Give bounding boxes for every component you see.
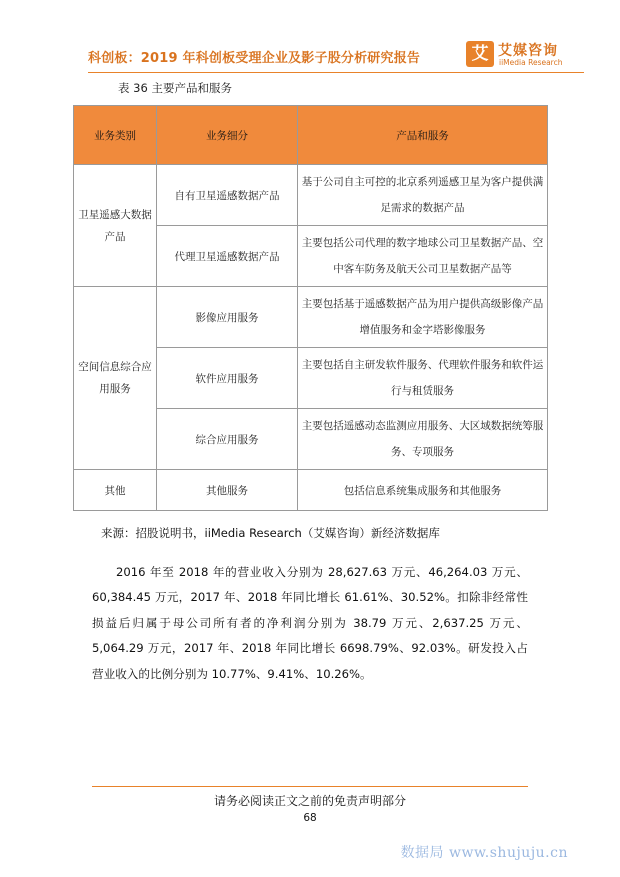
subcategory-cell: 影像应用服务 (157, 287, 298, 348)
subcategory-cell: 其他服务 (157, 470, 298, 511)
description-cell: 包括信息系统集成服务和其他服务 (298, 470, 548, 511)
body-paragraph (92, 560, 528, 687)
table-header-row (74, 106, 548, 165)
header-subcategory: 业务细分 (157, 106, 298, 165)
footer-divider (92, 786, 528, 787)
report-title: 科创板：2019 年科创板受理企业及影子股分析研究报告 (88, 51, 421, 66)
description-cell: 基于公司自主可控的北京系列遥感卫星为客户提供满足需求的数据产品 (298, 165, 548, 226)
subcategory-cell: 软件应用服务 (157, 348, 298, 409)
table-source: 来源：招股说明书，iiMedia Research（艾媒咨询）新经济数据库 (101, 526, 440, 540)
description-cell: 主要包括公司代理的数字地球公司卫星数据产品、空中客车防务及航天公司卫星数据产品等 (298, 226, 548, 287)
header-divider (88, 72, 584, 73)
category-cell: 空间信息综合应用服务 (74, 287, 157, 470)
description-cell: 主要包括遥感动态监测应用服务、大区域数据统筹服务、专项服务 (298, 409, 548, 470)
category-cell: 卫星遥感大数据产品 (74, 165, 157, 287)
page-number: 68 (303, 812, 317, 824)
subcategory-cell: 自有卫星遥感数据产品 (157, 165, 298, 226)
products-table (73, 105, 548, 511)
description-cell: 主要包括自主研发软件服务、代理软件服务和软件运行与租赁服务 (298, 348, 548, 409)
disclaimer-note: 请务必阅读正文之前的免责声明部分 (213, 794, 406, 808)
logo-mark-icon: 艾 (466, 41, 494, 67)
table-caption: 表 36 主要产品和服务 (118, 81, 232, 95)
subcategory-cell: 代理卫星遥感数据产品 (157, 226, 298, 287)
brand-logo (466, 40, 584, 70)
page-header (88, 40, 584, 72)
header-category: 业务类别 (74, 106, 157, 165)
logo-name-en: iiMedia Research (499, 58, 563, 67)
table-row (74, 470, 548, 511)
subcategory-cell: 综合应用服务 (157, 409, 298, 470)
description-cell: 主要包括基于遥感数据产品为用户提供高级影像产品增值服务和金字塔影像服务 (298, 287, 548, 348)
header-products: 产品和服务 (298, 106, 548, 165)
body-paragraph-text: 2016 年至 2018 年的营业收入分别为 28,627.63 万元、46,264.03 万元、60,384.45 万元，2017 年、2018 年同比增长 61.61%、30.52%。扣除非经常性损益后归属于母公司所有者的净利润分别为 38.79 万元、2,637.25 万元、5,064.29 万元，2017 年、2018 年同比增长 6698.79%、92.03%。研发投入占营业收入的比例分别为 10.77%、9.41%、10.26%。 (92, 565, 528, 681)
watermark: 数据局 www.shujuju.cn (400, 845, 568, 861)
table-row (74, 165, 548, 226)
table-row (74, 287, 548, 348)
category-cell: 其他 (74, 470, 157, 511)
logo-name-cn: 艾媒咨询 (498, 43, 558, 59)
